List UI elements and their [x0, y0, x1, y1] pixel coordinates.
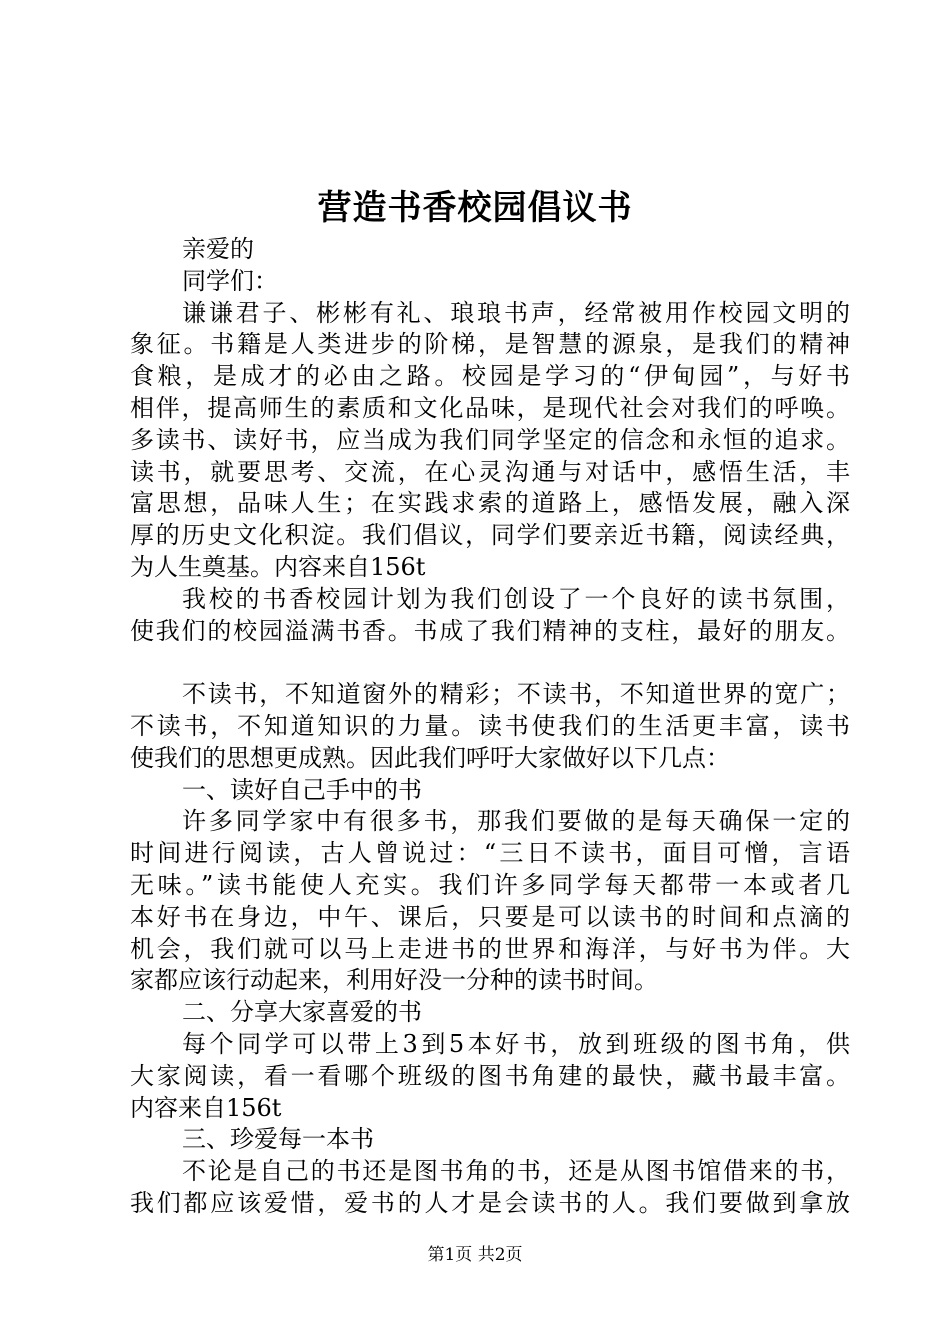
text-line: 二、分享大家喜爱的书: [182, 998, 422, 1027]
text-line: 三、珍爱每一本书: [182, 1125, 374, 1154]
text-line: 象征。书籍是人类进步的阶梯，是智慧的源泉，是我们的精神: [130, 330, 850, 359]
text-line: 不读书，不知道知识的力量。读书使我们的生活更丰富，读书: [130, 711, 850, 740]
text-line: 使我们的思想更成熟。因此我们呼吁大家做好以下几点：: [130, 743, 730, 772]
text-line: 同学们：: [182, 266, 278, 295]
text-line: 谦谦君子、彬彬有礼、琅琅书声，经常被用作校园文明的: [182, 298, 850, 327]
text-line: 家都应该行动起来，利用好没一分种的读书时间。: [130, 966, 658, 995]
text-line: 本好书在身边，中午、课后，只要是可以读书的时间和点滴的: [130, 902, 850, 931]
text-line: 我校的书香校园计划为我们创设了一个良好的读书氛围，: [182, 584, 850, 613]
text-line: 时间进行阅读，古人曾说过：“三日不读书，面目可憎，言语: [130, 839, 850, 868]
blank-line: [130, 647, 850, 679]
text-line: 食粮，是成才的必由之路。校园是学习的“伊甸园”，与好书: [130, 362, 850, 391]
text-line: 为人生奠基。内容来自156t: [130, 552, 426, 581]
page-footer: 第1页 共2页: [427, 1245, 523, 1265]
text-line: 我们都应该爱惜，爱书的人才是会读书的人。我们要做到拿放: [130, 1188, 850, 1217]
text-line: 机会，我们就可以马上走进书的世界和海洋，与好书为伴。大: [130, 934, 850, 963]
text-line: 使我们的校园溢满书香。书成了我们精神的支柱，最好的朋友。: [130, 616, 850, 645]
text-line: 无味。”读书能使人充实。我们许多同学每天都带一本或者几: [130, 870, 850, 899]
text-line: 一、读好自己手中的书: [182, 775, 422, 804]
text-line: 不读书，不知道窗外的精彩；不读书，不知道世界的宽广；: [182, 680, 850, 709]
text-line: 相伴，提高师生的素质和文化品味，是现代社会对我们的呼唤。: [130, 393, 850, 422]
text-line: 厚的历史文化积淀。我们倡议，同学们要亲近书籍，阅读经典，: [130, 521, 850, 550]
text-line: 不论是自己的书还是图书角的书，还是从图书馆借来的书，: [182, 1157, 850, 1186]
text-line: 亲爱的: [182, 235, 254, 263]
text-line: 大家阅读，看一看哪个班级的图书角建的最快，藏书最丰富。: [130, 1061, 850, 1090]
document-body: [130, 234, 850, 1220]
text-line: 富思想，品味人生；在实践求索的道路上，感悟发展，融入深: [130, 489, 850, 518]
text-line: 内容来自156t: [130, 1093, 282, 1122]
text-line: 许多同学家中有很多书，那我们要做的是每天确保一定的: [182, 807, 850, 836]
document-title: 营造书香校园倡议书: [317, 188, 633, 228]
text-line: 每个同学可以带上3到5本好书，放到班级的图书角，供: [182, 1029, 850, 1058]
text-line: 多读书、读好书，应当成为我们同学坚定的信念和永恒的追求。: [130, 425, 850, 454]
text-line: 读书，就要思考、交流，在心灵沟通与对话中，感悟生活，丰: [130, 457, 850, 486]
